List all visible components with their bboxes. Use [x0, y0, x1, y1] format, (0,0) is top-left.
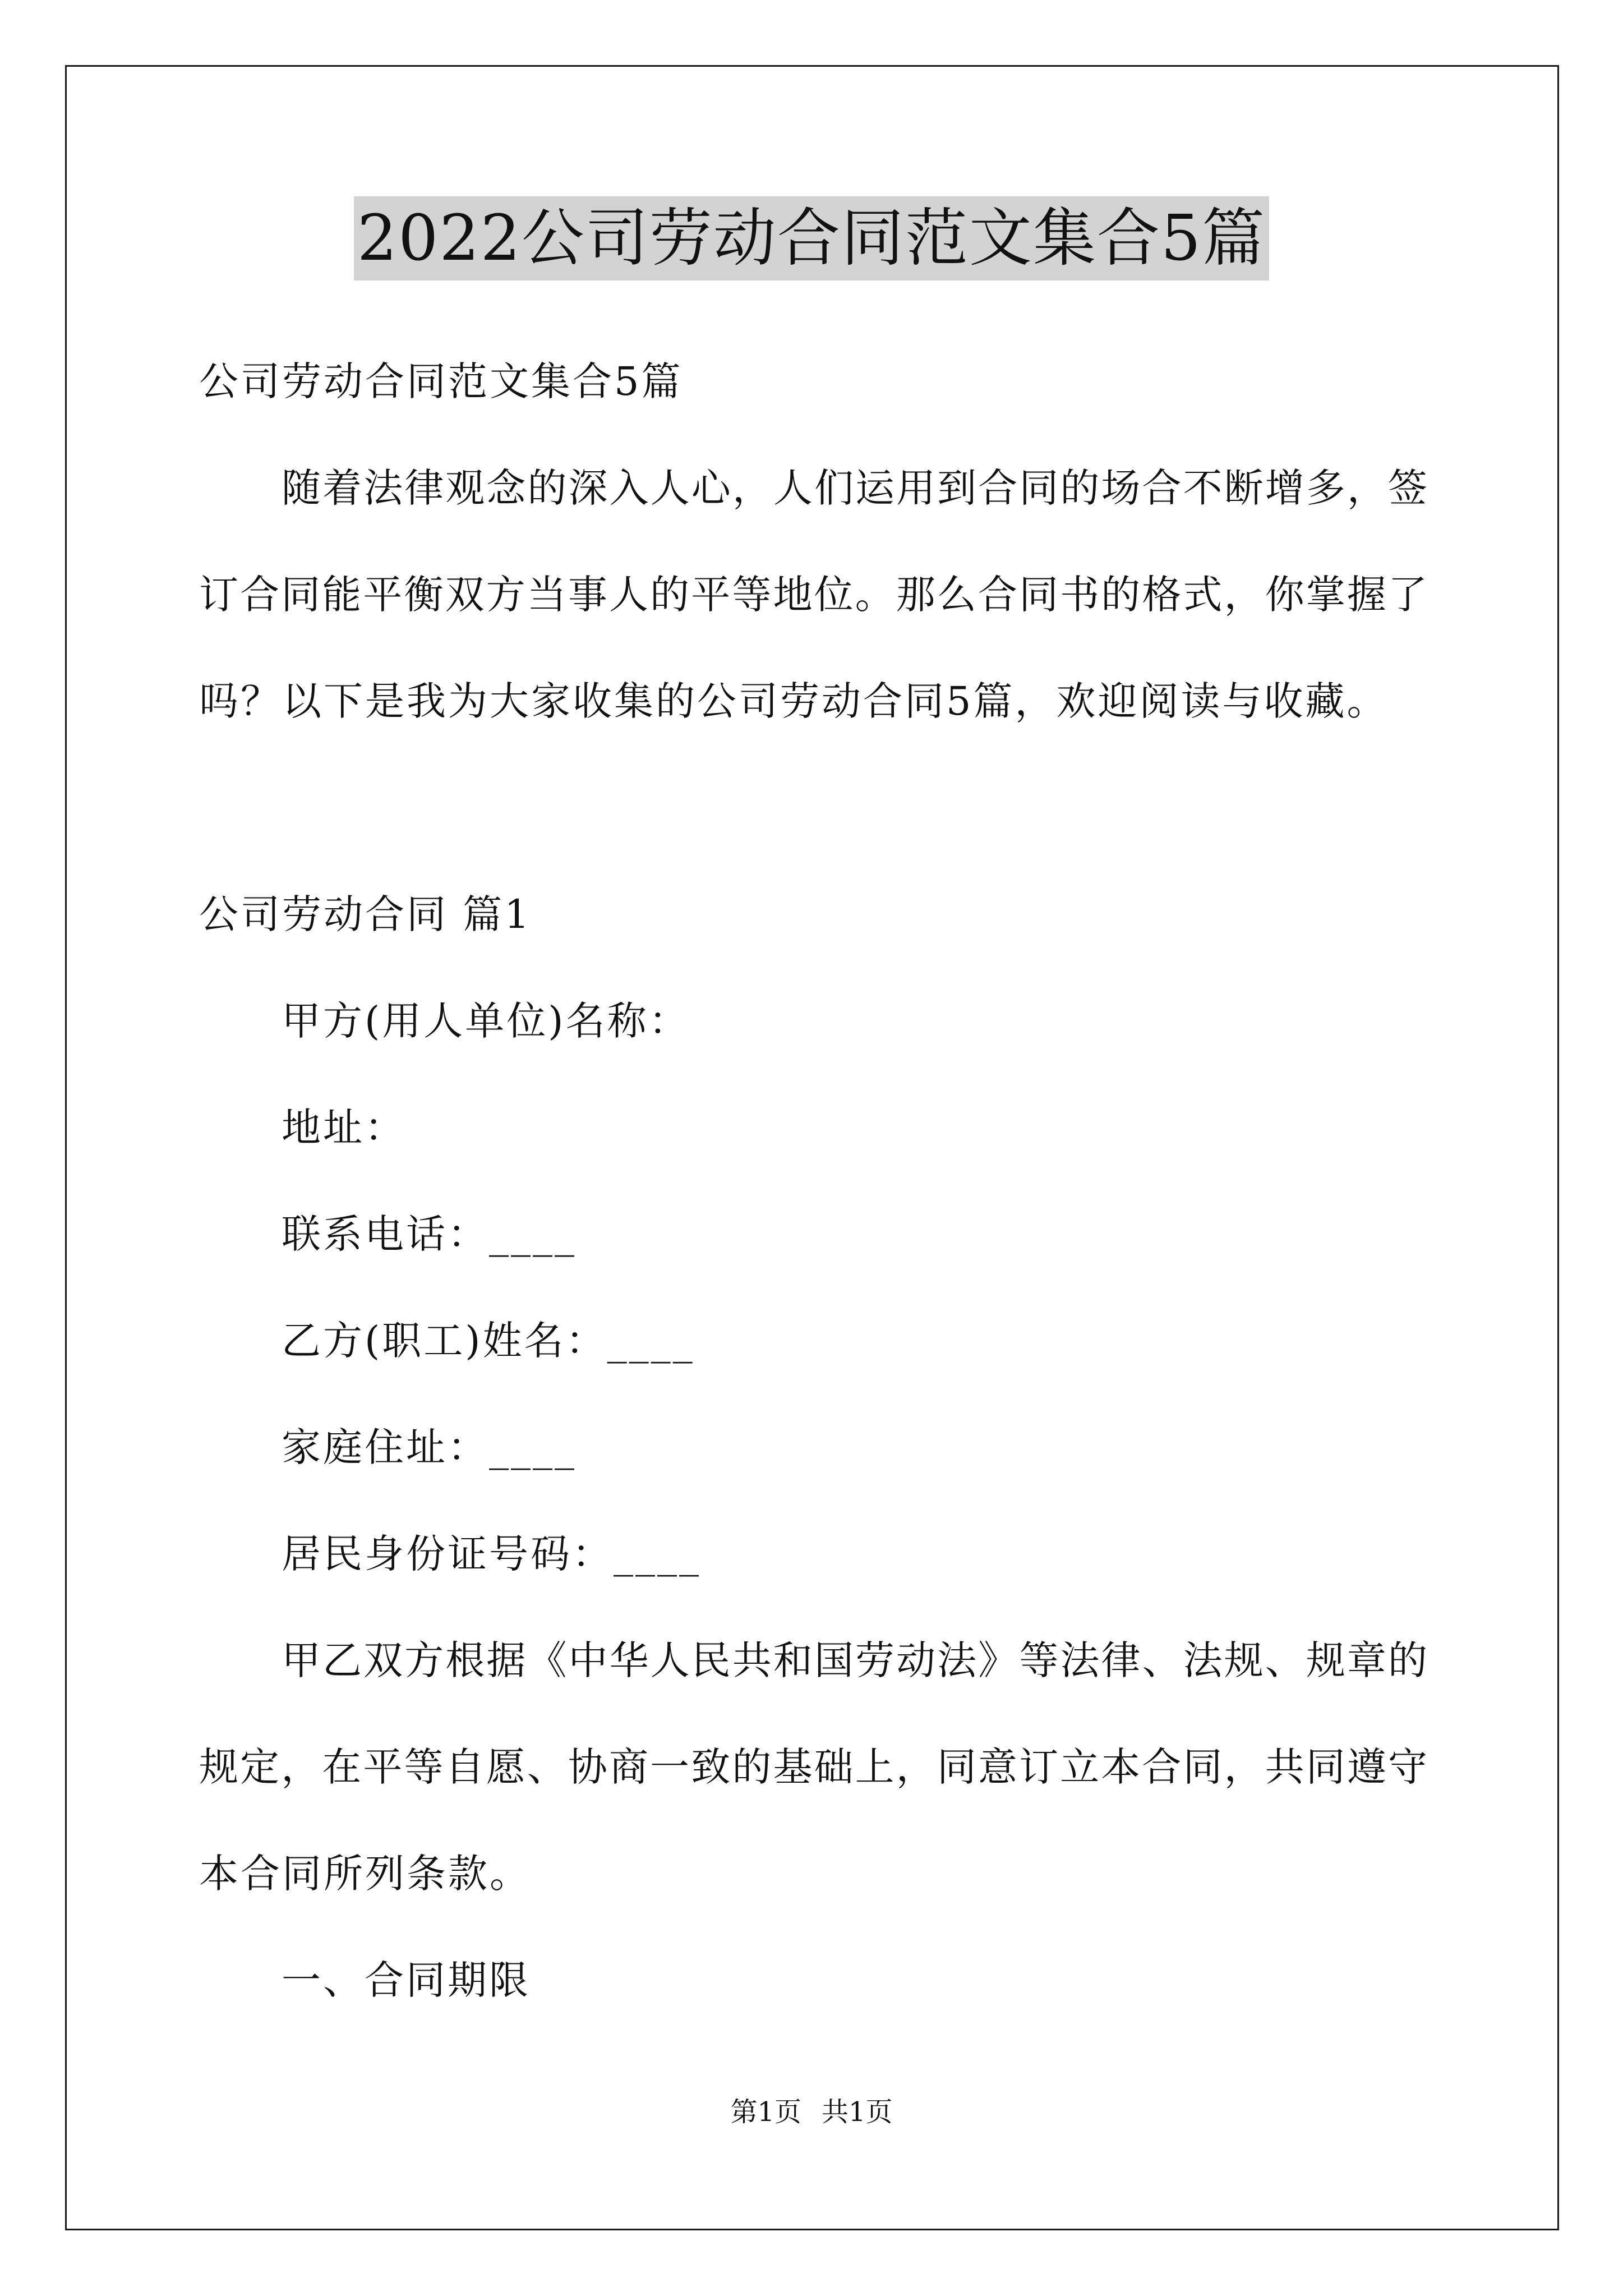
document-subtitle: 公司劳动合同范文集合5篇 — [199, 358, 683, 404]
field-employee-name: 乙方(职工)姓名：____ — [282, 1318, 695, 1364]
page-total: 共1页 — [822, 2096, 893, 2128]
intro-line-3: 吗？以下是我为大家收集的公司劳动合同5篇，欢迎阅读与收藏。 — [199, 678, 1389, 724]
intro-line-2: 订合同能平衡双方当事人的平等地位。那么合同书的格式，你掌握了 — [199, 572, 1427, 618]
agreement-line-1: 甲乙双方根据《中华人民共和国劳动法》等法律、法规、规章的 — [282, 1637, 1427, 1683]
field-id-number: 居民身份证号码：____ — [282, 1531, 701, 1577]
agreement-line-3: 本合同所列条款。 — [199, 1851, 531, 1897]
field-home-address: 家庭住址：____ — [282, 1424, 577, 1470]
field-address: 地址： — [282, 1105, 406, 1151]
field-employer-name: 甲方(用人单位)名称： — [282, 998, 690, 1044]
clause-heading: 一、合同期限 — [282, 1957, 531, 2003]
page-footer — [0, 2092, 1623, 2132]
document-title: 2022公司劳动合同范文集合5篇 — [354, 196, 1269, 280]
intro-line-1: 随着法律观念的深入人心，人们运用到合同的场合不断增多，签 — [282, 465, 1427, 511]
title-block — [0, 196, 1623, 280]
section-heading: 公司劳动合同 篇1 — [199, 891, 532, 937]
page-number: 第1页 — [730, 2096, 801, 2128]
agreement-line-2: 规定，在平等自愿、协商一致的基础上，同意订立本合同，共同遵守 — [199, 1744, 1427, 1790]
field-phone: 联系电话：____ — [282, 1211, 577, 1257]
